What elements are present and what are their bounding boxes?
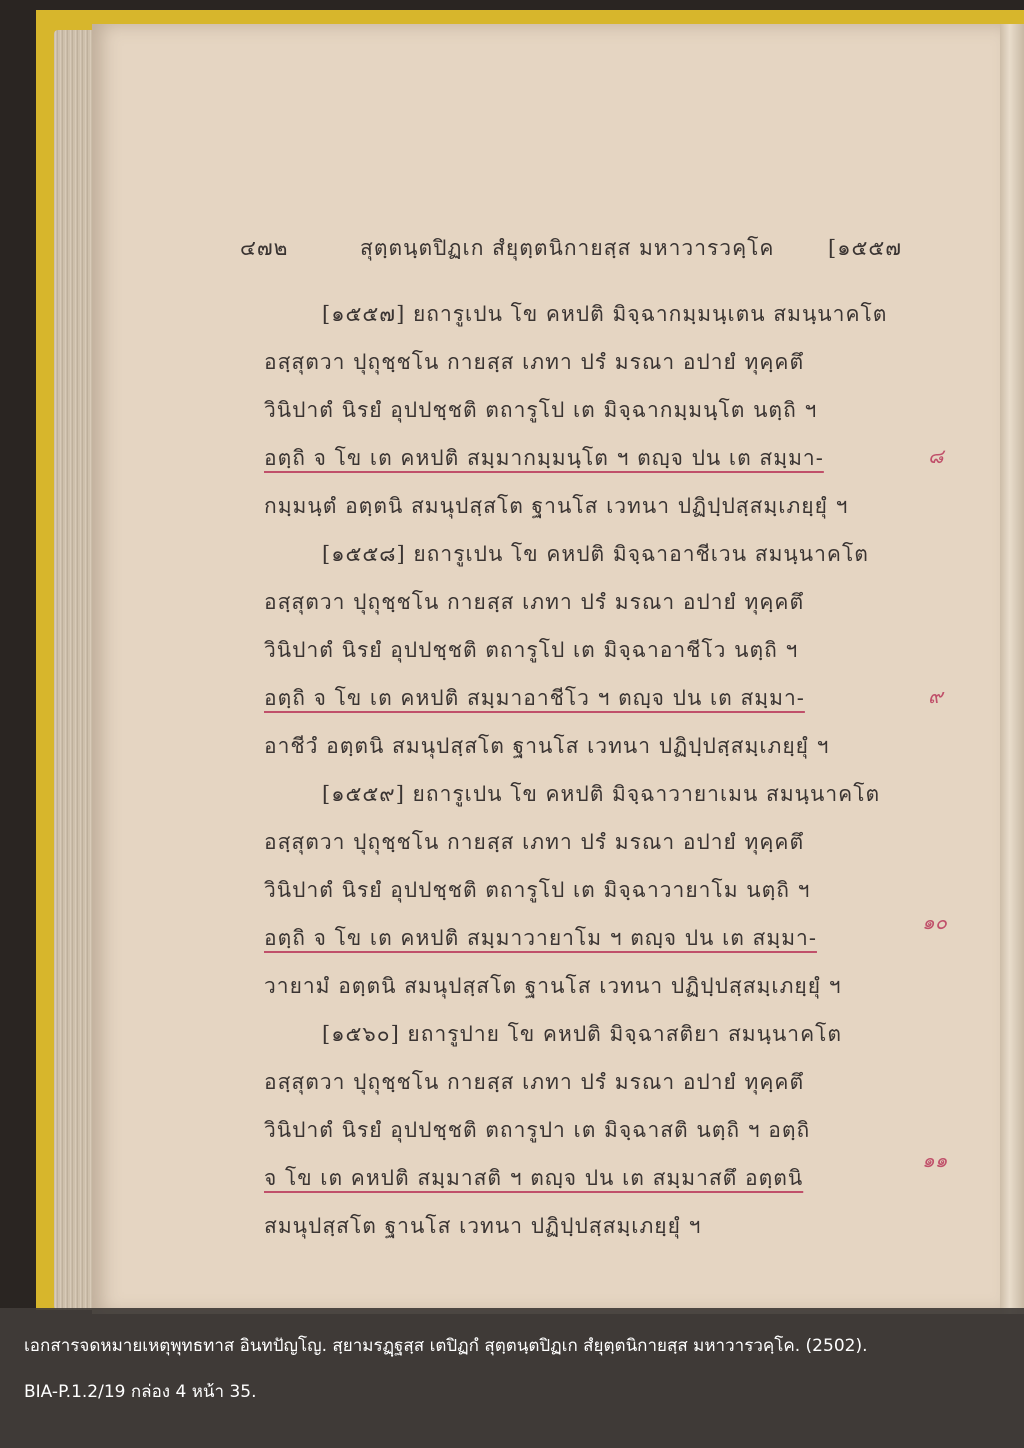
page-number: ๔๗๒ xyxy=(240,236,289,260)
text-line: สมนุปสฺสโต ฐานโส เวทนา ปฏิปฺปสฺสมฺเภยฺยุํ ฯ xyxy=(264,1214,702,1238)
caption-bar xyxy=(0,1308,1024,1448)
margin-note: ๘ xyxy=(928,444,944,468)
text-line: กมฺมนฺตํ อตฺตนิ สมนุปสฺสโต ฐานโส เวทนา ปฏิปฺปสฺสมฺเภยฺยุํ ฯ xyxy=(264,494,849,518)
running-title: สุตฺตนฺตปิฏเก สํยุตฺตนิกายสฺส มหาวารวคฺโค xyxy=(360,236,775,260)
text-line: อสฺสุตวา ปุถุชฺชโน กายสฺส เภทา ปรํ มรณา อปายํ ทุคฺคตึ xyxy=(264,830,805,854)
caption-line-1: เอกสารจดหมายเหตุพุทธทาส อินทปัญโญ. สฺยามรฏฺฐสฺส เตปิฏกํ สุตฺตนฺตปิฏเก สํยุตฺตนิกายสฺส มหาวารวคฺโค. (2502). xyxy=(24,1336,868,1356)
text-line: วินิปาตํ นิรยํ อุปปชฺชติ ตถารูโป เต มิจฺฉาวายาโม นตฺถิ ฯ xyxy=(264,878,811,902)
text-line: วินิปาตํ นิรยํ อุปปชฺชติ ตถารูโป เต มิจฺฉากมฺมนฺโต นตฺถิ ฯ xyxy=(264,398,818,422)
text-line: วินิปาตํ นิรยํ อุปปชฺชติ ตถารูโป เต มิจฺฉาอาชีโว นตฺถิ ฯ xyxy=(264,638,799,662)
text-line: อสฺสุตวา ปุถุชฺชโน กายสฺส เภทา ปรํ มรณา อปายํ ทุคฺคตึ xyxy=(264,590,805,614)
caption-line-2: BIA-P.1.2/19 กล่อง 4 หน้า 35. xyxy=(24,1382,257,1402)
margin-note: ๑๑ xyxy=(922,1148,948,1172)
text-line: [๑๕๕๘] ยถารูเปน โข คหปติ มิจฺฉาอาชีเวน สมนฺนาคโต xyxy=(322,542,869,566)
text-line: อตฺถิ จ โข เต คหปติ สมฺมาอาชีโว ฯ ตญฺจ ปน เต สมฺมา- xyxy=(264,686,805,710)
text-line: วินิปาตํ นิรยํ อุปปชฺชติ ตถารูปา เต มิจฺฉาสติ นตฺถิ ฯ อตฺถิ xyxy=(264,1118,811,1142)
page-gutter-right xyxy=(1000,24,1024,1314)
section-reference: [๑๕๕๗ xyxy=(828,236,903,260)
margin-note: ๑๐ xyxy=(922,910,947,934)
text-line: อตฺถิ จ โข เต คหปติ สมฺมากมฺมนฺโต ฯ ตญฺจ ปน เต สมฺมา- xyxy=(264,446,824,470)
text-line: [๑๕๖๐] ยถารูปาย โข คหปติ มิจฺฉาสติยา สมนฺนาคโต xyxy=(322,1022,843,1046)
text-line: อตฺถิ จ โข เต คหปติ สมฺมาวายาโม ฯ ตญฺจ ปน เต สมฺมา- xyxy=(264,926,817,950)
text-line: อสฺสุตวา ปุถุชฺชโน กายสฺส เภทา ปรํ มรณา อปายํ ทุคฺคตึ xyxy=(264,350,805,374)
text-line: อาชีวํ อตฺตนิ สมนุปสฺสโต ฐานโส เวทนา ปฏิปฺปสฺสมฺเภยฺยุํ ฯ xyxy=(264,734,830,758)
text-line: อสฺสุตวา ปุถุชฺชโน กายสฺส เภทา ปรํ มรณา อปายํ ทุคฺคตึ xyxy=(264,1070,805,1094)
text-line: จ โข เต คหปติ สมฺมาสติ ฯ ตญฺจ ปน เต สมฺมาสตึ อตฺตนิ xyxy=(264,1166,804,1190)
text-line: วายามํ อตฺตนิ สมนุปสฺสโต ฐานโส เวทนา ปฏิปฺปสฺสมฺเภยฺยุํ ฯ xyxy=(264,974,842,998)
page-header xyxy=(0,232,1024,262)
margin-note: ๙ xyxy=(928,684,943,708)
text-line: [๑๕๕๗] ยถารูเปน โข คหปติ มิจฺฉากมฺมนฺเตน สมนฺนาคโต xyxy=(322,302,888,326)
text-line: [๑๕๕๙] ยถารูเปน โข คหปติ มิจฺฉาวายาเมน สมนฺนาคโต xyxy=(322,782,881,806)
